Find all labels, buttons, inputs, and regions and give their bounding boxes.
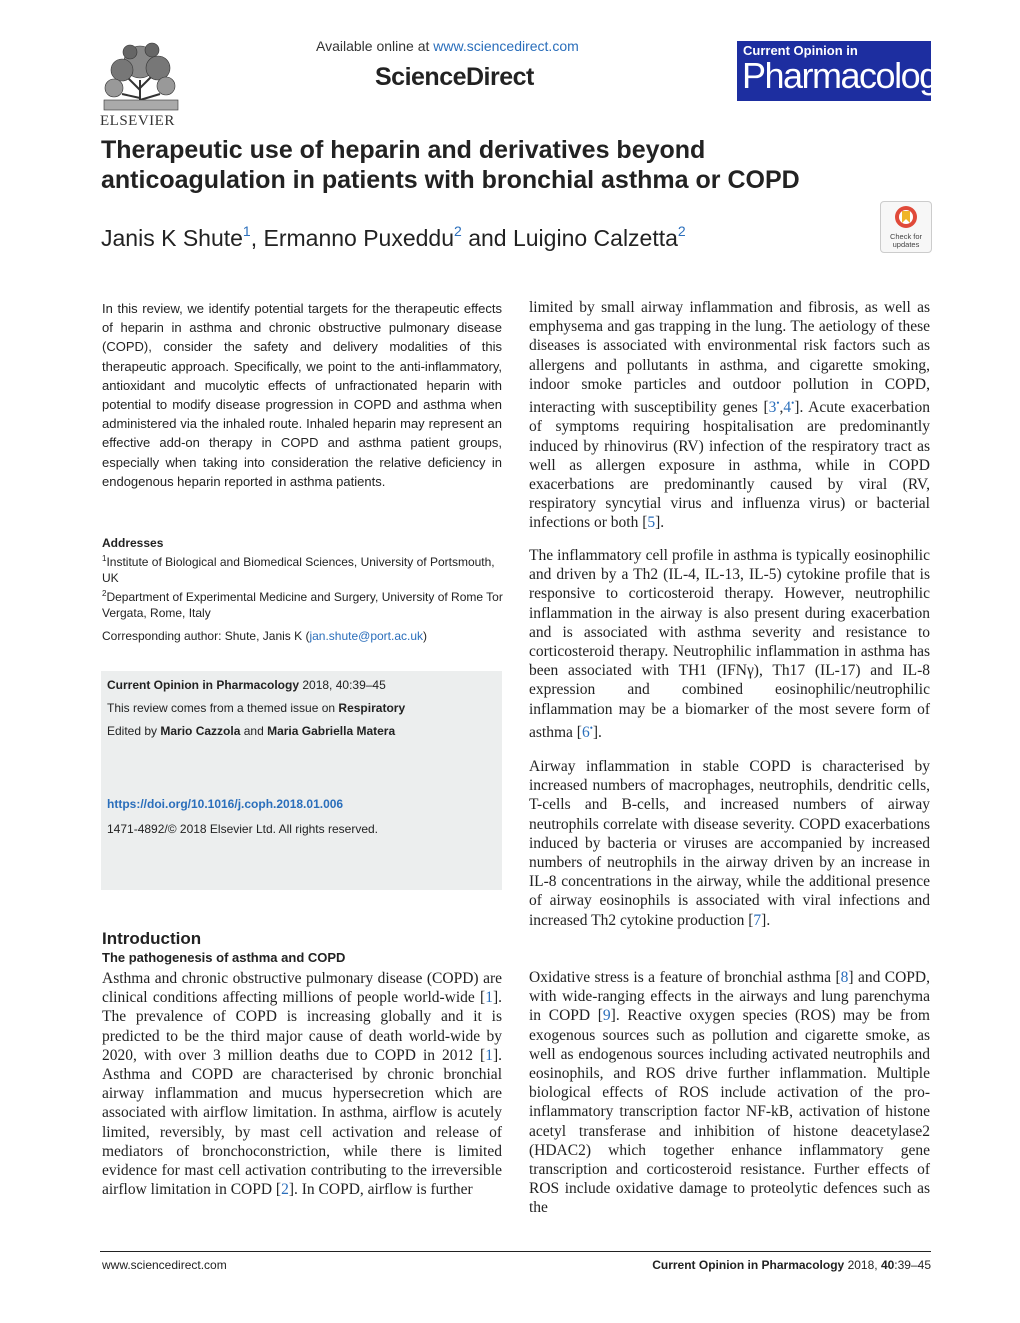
copyright: 1471-4892/© 2018 Elsevier Ltd. All rights reserved. <box>107 822 378 836</box>
available-prefix: Available online at <box>316 38 434 54</box>
article-title: Therapeutic use of heparin and derivatives beyond anticoagulation in patients with bronchial asthma or COPD <box>101 136 800 194</box>
check-updates-label: Check for updates <box>889 232 923 249</box>
reference-link[interactable]: 8 <box>840 969 849 986</box>
reference-link[interactable]: 1 <box>485 1046 493 1064</box>
article-info-box <box>101 671 502 890</box>
section-heading: Introduction <box>102 929 202 948</box>
sciencedirect-link[interactable]: www.sciencedirect.com <box>433 38 579 54</box>
author-separator: , <box>250 225 264 251</box>
reference-link[interactable]: 9 <box>602 1007 611 1025</box>
body-paragraph <box>529 968 930 1218</box>
footer-website: www.sciencedirect.com <box>102 1258 227 1272</box>
author-name: Luigino Calzetta <box>512 225 678 251</box>
reference-mark: • <box>791 398 795 409</box>
sciencedirect-brand: ScienceDirect <box>375 63 534 91</box>
author-separator: and <box>461 225 513 251</box>
text-run: ]. The prevalence of COPD is increasing globally and it is predicted to be the third major cause of death world-wide by 2020, with over 3 million deaths due to COPD in 2012 [ <box>102 989 502 1064</box>
author-name: Janis K Shute <box>101 225 243 251</box>
available-online <box>316 38 579 54</box>
intro-paragraph <box>102 969 502 1199</box>
text-run: , <box>779 399 784 417</box>
bookmark-icon <box>881 202 931 232</box>
address-text: Institute of Biological and Biomedical Sciences, University of Portsmouth, UK <box>102 555 495 585</box>
reference-link[interactable]: 5 <box>647 514 656 532</box>
reference-link[interactable]: 6 <box>581 723 590 741</box>
address-sup: 1 <box>102 554 107 563</box>
reference-link[interactable]: 3 <box>768 399 777 417</box>
reference-mark: • <box>776 398 780 409</box>
editor-separator: and <box>240 724 268 738</box>
text-run: ]. Reactive oxygen species (ROS) may be from exogenous sources such as pollution and cigarette smoke, as well as endogenous sources including activated neutrophils and eosinophils, and ROS drive further inflammation. Multiple biological effects of ROS include activation of the pro-inflammatory transcription factor NF-kB, activation of histone acetyl transferase and inhibition of histone deacetylase2 (HDAC2) which together enhance inflammatory gene transcription and corticosteroid resistance. Further effects of ROS include oxidative damage to proteolytic defences such as the <box>529 1007 930 1217</box>
journal-badge-line2: Pharmacology <box>742 55 955 96</box>
addresses <box>102 535 512 621</box>
text-run: Asthma and chronic obstructive pulmonary disease (COPD) are clinical conditions affecting millions of people world-wide [ <box>102 970 502 1007</box>
reference-link[interactable]: 7 <box>753 911 762 929</box>
text-run: ] and COPD, with wide-ranging effects in the airways and lung parenchyma in COPD [ <box>529 969 930 1025</box>
reference-link[interactable]: 1 <box>485 989 493 1007</box>
reference-link[interactable]: 2 <box>281 1181 289 1199</box>
footer-citation <box>652 1258 931 1272</box>
footer-volume: 40 <box>880 1258 895 1272</box>
address-item <box>102 586 512 621</box>
doi-link[interactable]: https://doi.org/10.1016/j.coph.2018.01.006 <box>107 797 344 811</box>
citation: 2018, 40:39–45 <box>299 678 386 692</box>
text-run: ]. <box>655 514 665 532</box>
journal-name: Current Opinion in Pharmacology <box>107 678 300 692</box>
footer-year: 2018, <box>844 1258 881 1272</box>
body-paragraph <box>529 298 930 533</box>
corresponding-author <box>102 629 427 643</box>
citation-line <box>107 678 386 692</box>
address-text: Department of Experimental Medicine and Surgery, University of Rome Tor Vergata, Rome, Italy <box>102 590 503 620</box>
reference-link[interactable]: 4 <box>783 399 792 417</box>
affiliation-ref[interactable]: 1 <box>242 223 251 239</box>
reference-mark: • <box>589 722 593 733</box>
themed-prefix: This review comes from a themed issue on <box>107 701 339 715</box>
footer-divider <box>100 1251 931 1252</box>
body-paragraph <box>529 757 930 930</box>
text-run: limited by small airway inflammation and fibrosis, as well as emphysema and gas trapping in the lung. The aetiology of these diseases is associated with environmental risk factors such as allergens and pollutants in asthma, and cigarette smoking, indoor smoke particles and outdoor pollution in COPD, interacting with susceptibility genes [ <box>529 299 930 417</box>
text-run: ]. Asthma and COPD are characterised by chronic bronchial airway inflammation and mucus hypersecretion which are associated with airflow limitation. In asthma, airflow is acutely limited, reversibly, by mast cell activation and release of mediators of bronchoconstriction, while there is limited evidence for mast cell activation contributing to the irreversible airflow limitation in COPD [ <box>102 1046 502 1199</box>
author-email-link[interactable]: jan.shute@port.ac.uk <box>309 629 424 643</box>
themed-topic: Respiratory <box>338 701 406 715</box>
editors-line <box>107 724 395 738</box>
corresponding-prefix: Corresponding author: Shute, Janis K ( <box>102 629 310 643</box>
themed-issue-line <box>107 701 405 715</box>
doi-line <box>107 797 343 811</box>
check-for-updates-button[interactable] <box>880 201 932 253</box>
text-run: ]. In COPD, airflow is further <box>288 1181 473 1199</box>
text-run: Oxidative stress is a feature of bronchial asthma [ <box>529 969 841 986</box>
publisher-name: ELSEVIER <box>100 113 175 129</box>
text-run: Airway inflammation in stable COPD is characterised by increased numbers of macrophages, neutrophils, dendritic cells, T-cells and B-cells, and increased numbers of airway neutrophils correlate with disease severity. COPD exacerbations induced by bacteria or viruses are accompanied by increased numbers of neutrophils in the airway driven by an increase in IL-8 concentrations in the airway, while the additional presence of airway eosinophils is associated with viral infections and increased Th2 cytokine production [ <box>529 758 930 929</box>
corresponding-suffix: ) <box>423 629 428 643</box>
footer-pages: :39–45 <box>894 1258 931 1272</box>
author-name: Ermanno Puxeddu <box>263 225 455 251</box>
text-run: The inflammatory cell profile in asthma is typically eosinophilic and driven by a Th2 (IL-4, IL-13, IL-5) cytokine profile that is responsive to corticosteroid therapy. However, neutrophilic inflammation in the airway is also present during exacerbation and is associated with asthma severity and resistance to corticosteroid therapy. Neutrophilic inflammation in asthma has been associated with TH1 (IFNγ), Th17 (IL-17) and IL-8 expression and combined eosinophilic/neutrophilic inflammation may be a biomarker of the most severe form of asthma [ <box>529 547 930 741</box>
edited-prefix: Edited by <box>107 724 161 738</box>
editor-name: Maria Gabriella Matera <box>267 724 396 738</box>
journal-badge-line1: Current Opinion in <box>743 43 858 58</box>
author-list <box>101 225 686 252</box>
address-item <box>102 551 512 586</box>
text-run: ]. <box>592 723 602 741</box>
affiliation-ref[interactable]: 2 <box>677 223 686 239</box>
affiliation-ref[interactable]: 2 <box>454 223 462 239</box>
subsection-heading: The pathogenesis of asthma and COPD <box>102 950 346 965</box>
address-sup: 2 <box>102 589 107 598</box>
editor-name: Mario Cazzola <box>160 724 241 738</box>
body-paragraph <box>529 546 930 742</box>
footer-journal: Current Opinion in Pharmacology <box>652 1258 845 1272</box>
addresses-heading: Addresses <box>102 536 164 550</box>
abstract: In this review, we identify potential targets for the therapeutic effects of heparin in asthma and chronic obstructive pulmonary disease (COPD), consider the safety and delivery modalities of this therapeutic approach. Specifically, we point to the anti-inflammatory, antioxidant and mucolytic effects of unfractionated heparin with potential to modify disease progression in COPD and asthma when administered via the inhaled route. Inhaled heparin may represent an effective add-on therapy in COPD and asthma patient groups, especially when taking into consideration the relative deficiency in endogenous heparin reported in asthma patients. <box>102 301 502 489</box>
journal-badge <box>737 41 955 101</box>
text-run: ]. Acute exacerbation of symptoms requiring hospitalisation are predominantly induced by rhinovirus (RV) infection of the respiratory tract as well as allergen exposure in asthma, while in COPD exacerbations are predominantly caused by viral (RV, respiratory syncytial virus and influenza virus) or bacterial infections or both [ <box>529 399 930 532</box>
text-run: ]. <box>761 911 771 929</box>
